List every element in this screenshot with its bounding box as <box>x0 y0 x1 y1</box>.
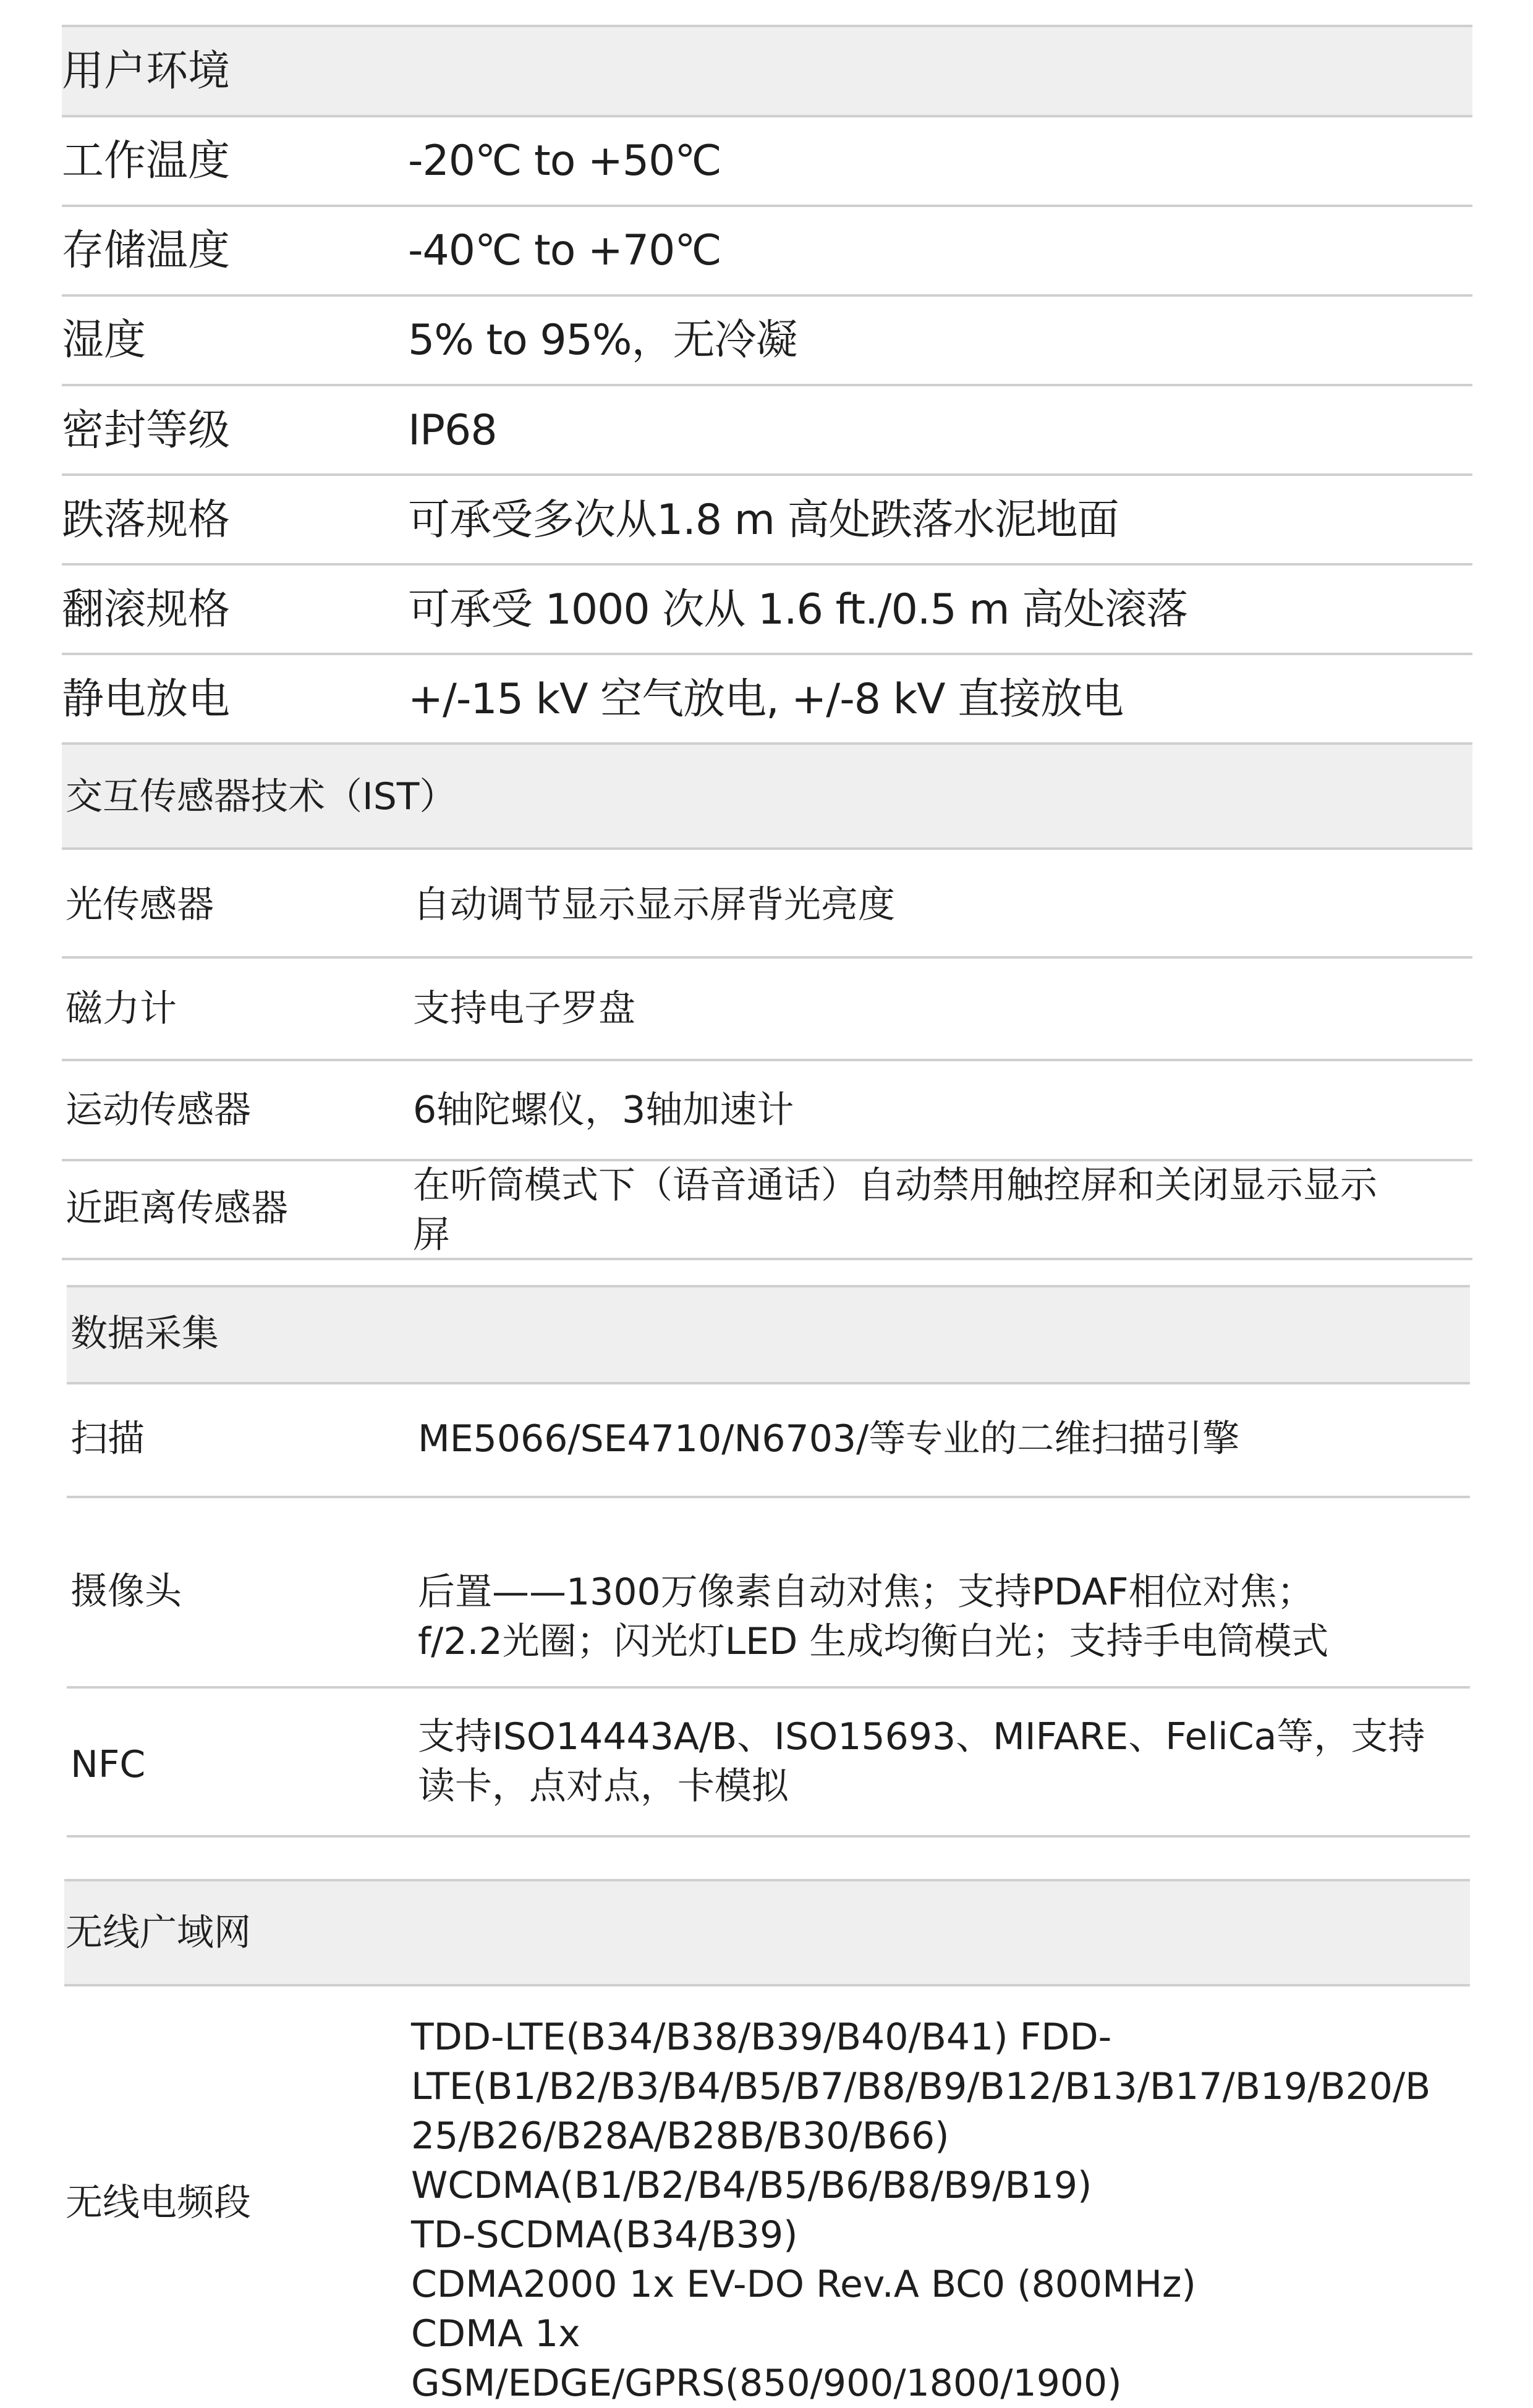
spec-label: 近距离传感器 <box>66 1187 288 1230</box>
spec-value: -20℃ to +50℃ <box>408 137 721 185</box>
spec-value: TDD-LTE(B34/B38/B39/B40/B41) FDD- LTE(B1/B2/B3/B4/B5/B7/B8/B9/B12/B13/B17/B19/B20/B 25/B26/B28A/B28B/B30/B66) WCDMA(B1/B2/B4/B5/B6/B8/B9/B19) TD-SCDMA(B34/B39) CDMA2000 1x EV-DO Rev.A BC0 (800MHz) CDMA 1x GSM/EDGE/GPRS(850/900/1800/1900) <box>411 2016 1431 2405</box>
divider <box>62 653 1472 655</box>
divider <box>64 1984 1470 1986</box>
spec-value: IP68 <box>408 406 497 455</box>
divider <box>62 25 1472 27</box>
section-header-bg <box>62 27 1472 116</box>
divider <box>62 1059 1472 1061</box>
section-header-bg <box>67 1286 1470 1383</box>
divider <box>62 563 1472 566</box>
spec-label: 磁力计 <box>66 987 177 1030</box>
divider <box>62 384 1472 386</box>
spec-label: 翻滚规格 <box>62 585 231 634</box>
spec-label: 跌落规格 <box>62 496 231 545</box>
spec-value: 后置——1300万像素自动对焦；支持PDAF相位对焦； f/2.2光圈；闪光灯LED 生成均衡白光；支持手电筒模式 <box>418 1571 1329 1663</box>
spec-label: 存储温度 <box>62 226 231 275</box>
spec-label: 摄像头 <box>70 1570 182 1613</box>
spec-value: 可承受 1000 次从 1.6 ft./0.5 m 高处滚落 <box>408 585 1188 634</box>
spec-label: NFC <box>70 1743 146 1786</box>
divider <box>62 473 1472 476</box>
spec-label: 工作温度 <box>62 137 231 185</box>
divider <box>62 205 1472 207</box>
spec-value: -40℃ to +70℃ <box>408 226 721 275</box>
spec-label: 运动传感器 <box>66 1088 251 1132</box>
section-title: 无线广域网 <box>66 1911 251 1954</box>
spec-value: 5% to 95%，无冷凝 <box>408 316 797 365</box>
spec-label: 静电放电 <box>62 675 231 724</box>
spec-value: 自动调节显示显示屏背光亮度 <box>413 883 895 926</box>
spec-label: 湿度 <box>62 316 147 365</box>
divider <box>67 1496 1470 1498</box>
spec-label: 无线电频段 <box>66 2181 251 2224</box>
divider <box>62 956 1472 959</box>
spec-value: ME5066/SE4710/N6703/等专业的二维扫描引擎 <box>418 1417 1240 1460</box>
divider <box>67 1835 1470 1838</box>
section-title: 数据采集 <box>70 1312 219 1355</box>
spec-label: 密封等级 <box>62 406 231 455</box>
divider <box>62 294 1472 297</box>
spec-value: 支持电子罗盘 <box>413 987 635 1030</box>
section-title: 用户环境 <box>62 47 231 96</box>
spec-label: 光传感器 <box>66 883 214 926</box>
divider <box>67 1382 1470 1384</box>
spec-value: 可承受多次从1.8 m 高处跌落水泥地面 <box>408 496 1119 545</box>
divider <box>62 1258 1472 1260</box>
divider <box>62 847 1472 850</box>
divider <box>67 1285 1470 1287</box>
spec-value: 支持ISO14443A/B、ISO15693、MIFARE、FeliCa等，支持 读卡，点对点，卡模拟 <box>418 1715 1425 1808</box>
divider <box>67 1686 1470 1689</box>
spec-value: 6轴陀螺仪，3轴加速计 <box>413 1088 794 1132</box>
section-title: 交互传感器技术（IST） <box>66 775 457 818</box>
spec-label: 扫描 <box>70 1417 145 1460</box>
spec-value: 在听筒模式下（语音通话）自动禁用触控屏和关闭显示显示 屏 <box>413 1164 1377 1257</box>
spec-value: +/-15 kV 空气放电, +/-8 kV 直接放电 <box>408 675 1124 724</box>
section-header-bg <box>64 1881 1470 1985</box>
divider <box>62 115 1472 117</box>
divider <box>64 1879 1470 1881</box>
